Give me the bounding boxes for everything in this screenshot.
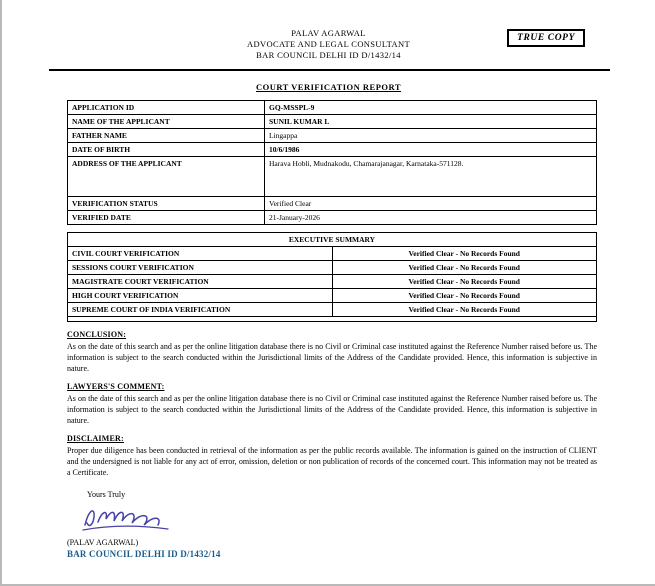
civil-court-value: Verified Clear - No Records Found xyxy=(332,247,597,261)
conclusion-section xyxy=(67,330,597,374)
advocate-bar-id: BAR COUNCIL DELHI ID D/1432/14 xyxy=(256,50,401,60)
table-row xyxy=(68,129,597,143)
header-divider xyxy=(49,69,610,71)
verified-date-label: VERIFIED DATE xyxy=(68,211,265,225)
conclusion-body: As on the date of this search and as per the online litigation database there is no Civil or Criminal case instituted against the Reference Number raised before us. The information is subject to the search conducted within the Jurisdictional limits of the Address of the Candidate provided. Hence, this information is subjective in nature. xyxy=(67,342,597,373)
high-court-value: Verified Clear - No Records Found xyxy=(332,289,597,303)
advocate-title: ADVOCATE AND LEGAL CONSULTANT xyxy=(246,39,411,49)
table-row xyxy=(68,143,597,157)
table-row xyxy=(68,157,597,197)
address-value: Harava Hobli, Mudnakodu, Chamarajanagar, Karnataka-571128. xyxy=(265,157,597,197)
table-row xyxy=(68,115,597,129)
table-row xyxy=(68,247,597,261)
table-row xyxy=(68,303,597,317)
address-label: ADDRESS OF THE APPLICANT xyxy=(68,157,265,197)
signatory-name: (PALAV AGARWAL) xyxy=(67,538,139,547)
verified-date-value: 21-January-2026 xyxy=(265,211,597,225)
supreme-court-label: SUPREME COURT OF INDIA VERIFICATION xyxy=(68,303,333,317)
date-of-birth-value: 10/6/1986 xyxy=(265,143,597,157)
table-row xyxy=(68,289,597,303)
verification-status-label: VERIFICATION STATUS xyxy=(68,197,265,211)
lawyers-comment-heading: LAWYERS'S COMMENT: xyxy=(67,382,165,391)
disclaimer-body: Proper due diligence has been conducted in retrieval of the information as per the public records available. The information is gained on the instruction of CLIENT and the undersigned is not liable for any act of error, omission, deletion or non publication of records of the concerned court. This information may not be treated as a Certificate. xyxy=(67,446,597,477)
table-row xyxy=(68,261,597,275)
executive-summary-table xyxy=(67,232,597,322)
verification-status-value: Verified Clear xyxy=(265,197,597,211)
father-name-value: Lingappa xyxy=(265,129,597,143)
sessions-court-label: SESSIONS COURT VERIFICATION xyxy=(68,261,333,275)
advocate-name: PALAV AGARWAL xyxy=(291,28,366,38)
applicant-name-value: SUNIL KUMAR L xyxy=(265,115,597,129)
magistrate-court-label: MAGISTRATE COURT VERIFICATION xyxy=(68,275,333,289)
closing-text: Yours Truly xyxy=(87,490,126,499)
high-court-label: HIGH COURT VERIFICATION xyxy=(68,289,333,303)
applicant-name-label: NAME OF THE APPLICANT xyxy=(68,115,265,129)
table-row xyxy=(68,211,597,225)
lawyers-comment-section xyxy=(67,382,597,426)
applicant-table xyxy=(67,100,597,225)
table-row xyxy=(68,275,597,289)
table-spacer-cell xyxy=(68,317,597,322)
table-spacer-row xyxy=(68,317,597,322)
application-id-value: GQ-MSSPL-9 xyxy=(265,101,597,115)
magistrate-court-value: Verified Clear - No Records Found xyxy=(332,275,597,289)
executive-summary-header-row xyxy=(68,233,597,247)
report-title: COURT VERIFICATION REPORT xyxy=(255,82,402,92)
footer-bar-id: BAR COUNCIL DELHI ID D/1432/14 xyxy=(67,549,221,559)
lawyers-comment-body: As on the date of this search and as per the online litigation database there is no Civil or Criminal case instituted against the Reference Number raised before us. The information is subject to the search conducted within the Jurisdictional limits of the Address of the Candidate provided. Hence, this information is subjective in nature. xyxy=(67,394,597,425)
true-copy-stamp: TRUE COPY xyxy=(507,29,585,47)
supreme-court-value: Verified Clear - No Records Found xyxy=(332,303,597,317)
executive-summary-title: EXECUTIVE SUMMARY xyxy=(68,233,597,247)
conclusion-heading: CONCLUSION: xyxy=(67,330,127,339)
table-row xyxy=(68,101,597,115)
disclaimer-heading: DISCLAIMER: xyxy=(67,434,124,443)
date-of-birth-label: DATE OF BIRTH xyxy=(68,143,265,157)
disclaimer-section xyxy=(67,434,597,478)
civil-court-label: CIVIL COURT VERIFICATION xyxy=(68,247,333,261)
table-row xyxy=(68,197,597,211)
father-name-label: FATHER NAME xyxy=(68,129,265,143)
sessions-court-value: Verified Clear - No Records Found xyxy=(332,261,597,275)
application-id-label: APPLICATION ID xyxy=(68,101,265,115)
signature-image xyxy=(80,502,655,536)
